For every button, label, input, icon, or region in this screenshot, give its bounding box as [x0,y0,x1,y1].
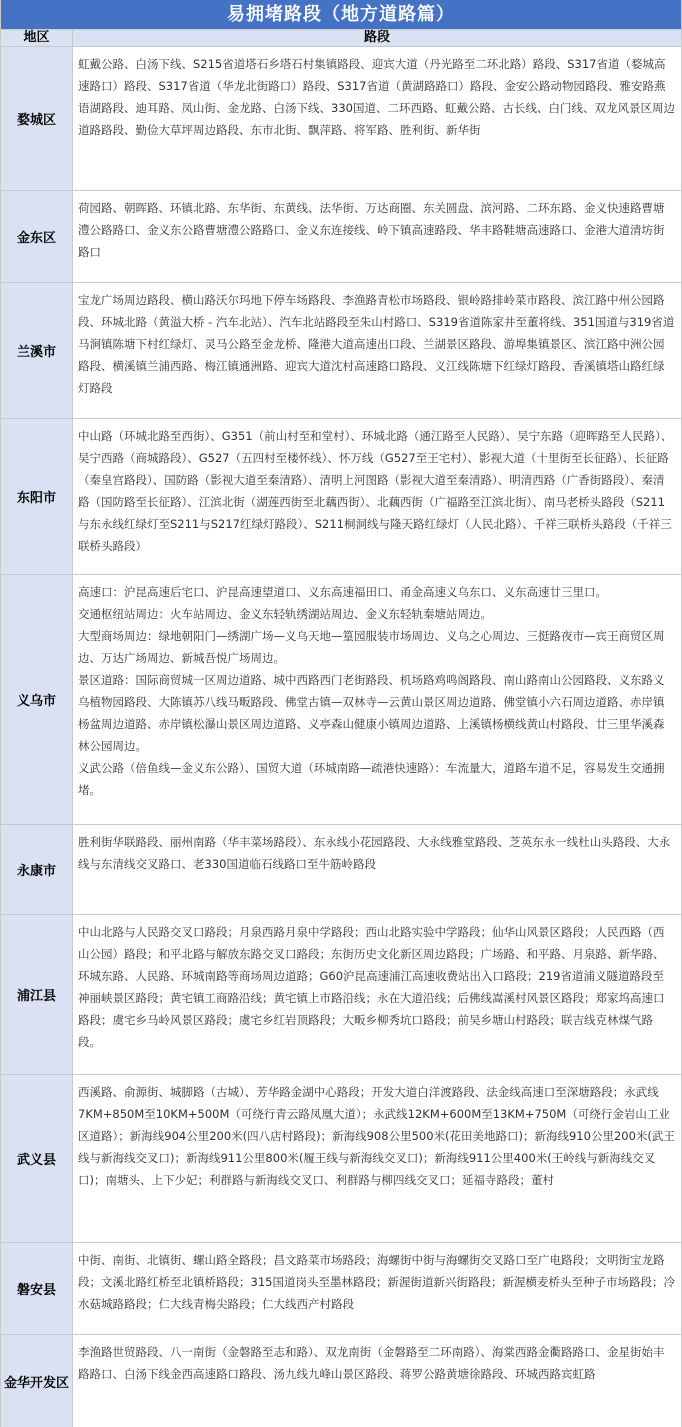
roads-text: 西溪路、俞源街、城脚路（古城）、芳华路金湖中心路段；开发大道白洋渡路段、法金线高速口至深塘路段；永武线7KM+850M至10KM+500M（可绕行青云路凤凰大道）；永武线12KM+600M至13KM+750M（可绕行金岩山工业区道路）；新海线904公里200米(四八店村路段)；新海线908公里500米(花田美地路口)；新海线910公里200米(武王线与新海线交叉口)；新海线911公里800米(履王线与新海线交叉口)；新海线911公里400米(王岭线与新海线交叉口)；南塘头、上下少妃；利群路与新海线交叉口、利群路与柳四线交叉口；延福寺路段；董村 [78,1085,675,1187]
region-cell: 磐安县 [1,1243,73,1334]
table-row-dongyang [1,419,681,575]
region-cell: 金东区 [1,191,73,282]
table-row-yongkang [1,825,681,915]
table-row-kaifaqu [1,1335,681,1427]
table-row-lanxi [1,283,681,419]
region-cell: 义乌市 [1,575,73,824]
region-cell: 金华开发区 [1,1335,73,1427]
roads-text: 中街、南街、北镇街、螺山路全路段；昌文路菜市场路段；海螺街中街与海螺街交叉路口至广电路段；文明街宝龙路段；文溪北路红桥至北镇桥路段；315国道岗头至墨林路段；新渥街道新兴街路段；新渥横麦桥头至种子市场路段；冷水菇城路路段；仁大线青梅尖路段；仁大线西产村路段 [78,1253,675,1311]
region-cell: 东阳市 [1,419,73,574]
roads-text: 李渔路世贸路段、八一南街（金磐路至志和路）、双龙南街（金磐路至二环南路）、海棠西路金衢路路口、金星街始丰路路口、白汤下线金西高速路口路段、汤九线九峰山景区路段、蒋罗公路黄塘徐路段、环城西路宾虹路 [78,1345,665,1381]
roads-text: 高速口：沪昆高速后宅口、沪昆高速望道口、义东高速福田口、甬金高速义乌东口、义东高速廿三里口。 [78,585,607,599]
roads-cell [73,575,681,824]
roads-text: 义武公路（倍鱼线—金义东公路）、国贸大道（环城南路—疏港快速路）：车流量大，道路车道不足，容易发生交通拥堵。 [78,761,665,797]
table-row-jindong [1,191,681,283]
table-title: 易拥堵路段（地方道路篇） [1,0,681,30]
roads-text: 中山路（环城北路至西街）、G351（前山村至和堂村）、环城北路（通江路至人民路）、吴宁东路（迎晖路至人民路）、吴宁西路（商城路段）、G527（五四村至楼怀线）、怀万线（G527至王宅村）、影视大道（十里街至长征路）、长征路（秦皇宫路段）、国防路（影视大道至秦清路）、清明上河图路（影视大道至秦清路）、明清西路（广香街路段）、秦清路（国防路至长征路）、江滨北街（湖莲西街至北藕西街）、北藕西街（广福路至江滨北街）、南马老桥头路段（S211与东永线红绿灯至S211与S217红绿灯路段）、S211桐洞线与隆天路红绿灯（人民北路）、千祥三联桥头路段（千祥三联桥头路段） [78,429,673,553]
roads-cell [73,1243,681,1334]
roads-text: 交通枢纽站周边：火车站周边、金义东轻轨绣湖站周边、金义东轻轨秦塘站周边。 [78,607,492,621]
roads-text: 中山北路与人民路交叉口路段；月泉西路月泉中学路段；西山北路实验中学路段；仙华山风景区路段；人民西路（西山公园）路段；和平北路与解放东路交叉口路段；东街历史文化新区周边路段；广场路、和平路、月泉路、新华路、环城东路、人民路、环城南路等商场周边道路；G60沪昆高速浦江高速收费站出入口路段；219省道浦义隧道路段至神丽峡景区路段；黄宅镇工商路沿线；黄宅镇上市路沿线；永在大道沿线；后佛线嵩溪村风景区路段；郑家坞高速口路段；虞宅乡马岭风景区路段；虞宅乡红岩顶路段；大畈乡柳秀坑口路段；前吴乡塘山村路段；联吉线克林煤气路段。 [78,925,665,1049]
table-row-pujiang [1,915,681,1075]
roads-cell [73,47,681,190]
roads-text: 宝龙广场周边路段、横山路沃尔玛地下停车场路段、李渔路青松市场路段、银岭路排岭菜市路段、滨江路中州公园路段、环城北路（黄溢大桥 - 汽车北站）、汽车北站路段至朱山村路口、S319省道陈家井至董将线、351国道与319省道马涧镇陈塘下村红绿灯、灵马公路至金龙桥、隆港大道高速出口段、兰湖景区路段、游埠集镇景区、滨江路中洲公园路段、横溪镇兰浦西路、梅江镇通洲路、迎宾大道沈村高速路口路段、义江线陈塘下红绿灯路段、香溪镇塔山路红绿灯路段 [78,293,675,395]
region-cell: 婺城区 [1,47,73,190]
region-cell: 浦江县 [1,915,73,1074]
roads-cell [73,283,681,418]
roads-cell [73,915,681,1074]
roads-cell [73,191,681,282]
roads-cell [73,1335,681,1427]
roads-cell [73,1075,681,1242]
table-row-yiwu [1,575,681,825]
roads-text: 景区道路：国际商贸城一区周边道路、城中西路西门老街路段、机场路鸡鸣阁路段、南山路南山公园路段、义东路义乌植物园路段、大陈镇苏八线马畈路段、佛堂古镇—双林寺—云黄山景区周边道路、佛堂镇小六石周边道路、赤岸镇杨盆周边道路、赤岸镇松瀑山景区周边道路、义亭森山健康小镇周边道路、上溪镇杨横线黄山村路段、廿三里华溪森林公园周边。 [78,673,665,753]
roads-text: 大型商场周边：绿地朝阳门—绣湖广场—义乌天地—篁园服装市场周边、义乌之心周边、三挺路夜市—宾王商贸区周边、万达广场周边、新城吾悦广场周边。 [78,629,665,665]
roads-text: 胜利街华联路段、丽州南路（华丰菜场路段）、东永线小花园路段、大永线雅堂路段、芝英东永一线杜山头路段、大永线与东清线交叉路口、老330国道临石线路口至牛筋岭路段 [78,835,671,871]
roads-text: 荷园路、朝晖路、环镇北路、东华街、东黄线、法华街、万达商圈、东关圆盘、滨河路、二环东路、金义快速路曹塘澧公路路口、金义东公路曹塘澧公路路口、金义东连接线、岭下镇高速路段、华丰路鞋塘高速路口、金港大道清坊街路口 [78,201,665,259]
header-roads: 路段 [363,30,390,45]
region-cell: 兰溪市 [1,283,73,418]
roads-text: 虹戴公路、白汤下线、S215省道塔石乡塔石村集镇路段、迎宾大道（丹光路至二环北路）路段、S317省道（婺城高速路口）路段、S317省道（华龙北街路口）路段、S317省道（黄湖路路口）路段、金安公路动物园路段、雅安路燕语湖路段、迪耳路、凤山街、金龙路、白汤下线、330国道、二环西路、虹戴公路、古长线、白门线、双龙风景区周边道路路段、勤俭大草坪周边路段、东市北街、飘萍路、将军路、胜利街、新华街 [78,57,675,137]
roads-cell [73,419,681,574]
region-cell: 武义县 [1,1075,73,1242]
table-row-wuyi [1,1075,681,1243]
table-header-row [1,30,681,47]
header-region: 地区 [1,30,73,46]
roads-cell [73,825,681,914]
table-row-panan [1,1243,681,1335]
region-cell: 永康市 [1,825,73,914]
table-row-wucheng [1,47,681,191]
